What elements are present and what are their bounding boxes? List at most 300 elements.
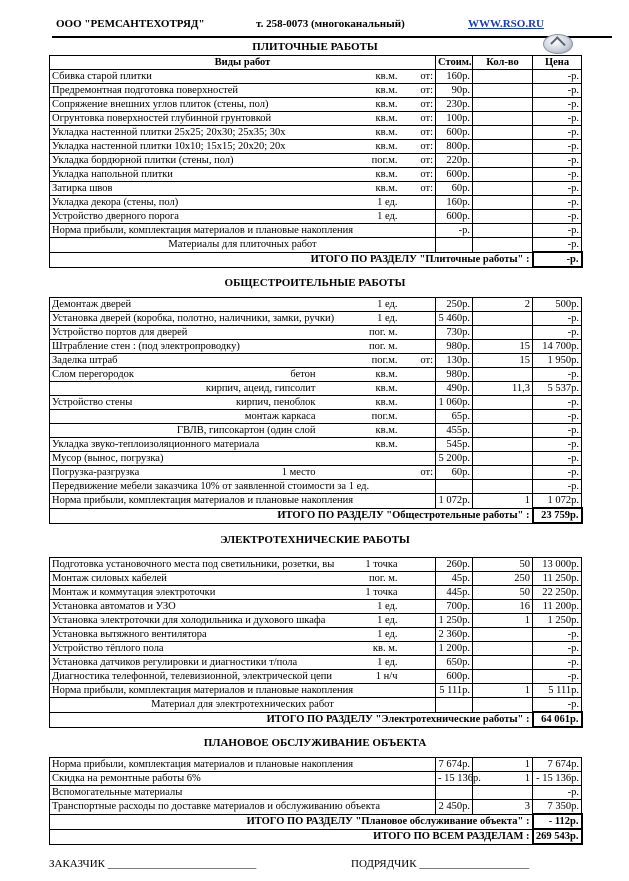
item-price: 160р. — [436, 70, 473, 84]
item-total: 1 950р. — [533, 354, 582, 368]
item-name — [50, 410, 318, 424]
item-total: -р. — [533, 210, 582, 224]
item-unit: кв.м. — [318, 112, 400, 126]
item-name — [50, 424, 318, 438]
table-row — [50, 98, 582, 112]
item-qty — [473, 326, 533, 340]
item-total: -р. — [533, 182, 582, 196]
item-prefix — [400, 656, 436, 670]
item-name: Огрунтовка поверхностей глубинной грунтовкой — [50, 112, 318, 126]
item-total: -р. — [533, 168, 582, 182]
item-total: -р. — [533, 452, 582, 466]
column-header-price: Стоим. — [436, 56, 473, 70]
table-row — [50, 368, 582, 382]
item-price: - 15 136р. — [436, 772, 473, 786]
item-qty — [473, 438, 533, 452]
item-price: 600р. — [436, 670, 473, 684]
company-website-link[interactable]: WWW.RSO.RU — [468, 18, 544, 30]
table-row — [50, 670, 582, 684]
item-unit: пог. м. — [318, 326, 400, 340]
item-total: -р. — [533, 410, 582, 424]
item-total: -р. — [533, 480, 582, 494]
item-subtype: кирпич, ацеид, гипсолит — [205, 383, 316, 394]
item-total: -р. — [533, 396, 582, 410]
item-price: 45р. — [436, 572, 473, 586]
section-total-label: ИТОГО ПО РАЗДЕЛУ "Электротехнические работы" : — [50, 712, 533, 727]
item-unit: пог. м. — [318, 340, 400, 354]
item-name: Вспомогательные материалы — [50, 786, 318, 800]
item-total: -р. — [533, 786, 582, 800]
materials-total: -р. — [533, 698, 582, 713]
item-name: Норма прибыли, комплектация материалов и плановые накопления — [50, 494, 318, 509]
item-unit: кв.м. — [318, 98, 400, 112]
item-unit: кв.м. — [318, 424, 400, 438]
item-prefix — [400, 684, 436, 698]
table-row — [50, 642, 582, 656]
table-row — [50, 154, 582, 168]
item-prefix — [400, 340, 436, 354]
item-price: 1 060р. — [436, 396, 473, 410]
item-name: Заделка штраб — [50, 354, 318, 368]
item-prefix — [400, 452, 436, 466]
item-unit: 1 точка — [318, 558, 400, 572]
item-total: -р. — [533, 368, 582, 382]
item-name: Сопряжение внешних углов плиток (стены, пол) — [50, 98, 318, 112]
item-total: - 15 136р. — [533, 772, 582, 786]
item-price: 65р. — [436, 410, 473, 424]
item-total: -р. — [533, 466, 582, 480]
item-qty — [473, 670, 533, 684]
item-prefix — [400, 670, 436, 684]
item-name: Устройство дверного порога — [50, 210, 318, 224]
item-name: Укладка настенной плитки 25х25; 20х30; 25х35; 30х — [50, 126, 318, 140]
item-price: 100р. — [436, 112, 473, 126]
materials-price — [436, 238, 473, 253]
tile-works-table — [49, 55, 583, 268]
item-prefix — [400, 628, 436, 642]
item-name: Установка электроточки для холодильника и духового шкафа — [50, 614, 318, 628]
item-prefix — [400, 312, 436, 326]
column-header-qty: Кол-во — [473, 56, 533, 70]
item-qty — [473, 642, 533, 656]
item-total: -р. — [533, 140, 582, 154]
section-total-value: 64 061р. — [533, 712, 582, 727]
item-subtype: кирпич, пеноблок — [235, 397, 316, 408]
item-unit — [318, 452, 400, 466]
item-qty: 15 — [473, 354, 533, 368]
item-qty: 250 — [473, 572, 533, 586]
item-unit: кв.м. — [318, 382, 400, 396]
item-price: 260р. — [436, 558, 473, 572]
item-qty — [473, 70, 533, 84]
service-table — [49, 757, 583, 845]
item-unit: кв.м. — [318, 70, 400, 84]
item-price: 545р. — [436, 438, 473, 452]
item-unit — [318, 786, 400, 800]
table-row — [50, 340, 582, 354]
item-qty — [473, 452, 533, 466]
item-total: 1 250р. — [533, 614, 582, 628]
item-price: 160р. — [436, 196, 473, 210]
item-name: Установка вытяжного вентилятора — [50, 628, 318, 642]
item-unit: 1 ед. — [318, 298, 400, 312]
item-prefix — [400, 326, 436, 340]
item-prefix: от: — [400, 466, 436, 480]
item-price: 5 460р. — [436, 312, 473, 326]
section-total — [50, 712, 582, 727]
item-prefix — [400, 642, 436, 656]
item-total: -р. — [533, 628, 582, 642]
item-qty — [473, 396, 533, 410]
item-qty: 1 — [473, 614, 533, 628]
section-total — [50, 252, 582, 267]
item-name: Штрабление стен : (под электропроводку) — [50, 340, 318, 354]
item-price: 1 200р. — [436, 642, 473, 656]
item-price: 250р. — [436, 298, 473, 312]
item-qty — [473, 466, 533, 480]
item-name: Норма прибыли, комплектация материалов и плановые накопления — [50, 224, 318, 238]
item-total: 13 000р. — [533, 558, 582, 572]
item-name: Мусор (вынос, погрузка) — [50, 452, 318, 466]
item-total: -р. — [533, 670, 582, 684]
item-name: Установка дверей (коробка, полотно, наличники, замки, ручки) — [50, 312, 318, 326]
item-qty — [473, 312, 533, 326]
item-total: -р. — [533, 70, 582, 84]
item-total: -р. — [533, 424, 582, 438]
table-row — [50, 298, 582, 312]
item-qty — [473, 210, 533, 224]
item-unit: 1 ед. — [318, 614, 400, 628]
item-total: -р. — [533, 112, 582, 126]
item-name: Предремонтная подготовка поверхностей — [50, 84, 318, 98]
materials-price — [436, 698, 473, 713]
table-row — [50, 466, 582, 480]
grand-total-value: 269 543р. — [533, 829, 582, 844]
item-price: 800р. — [436, 140, 473, 154]
item-prefix: от: — [400, 126, 436, 140]
item-qty — [473, 480, 533, 494]
item-name: Устройство портов для дверей — [50, 326, 318, 340]
item-name: Монтаж и коммутация электроточки — [50, 586, 318, 600]
item-price: 600р. — [436, 210, 473, 224]
item-name — [50, 396, 318, 410]
item-qty: 1 — [473, 684, 533, 698]
section-title-general: ОБЩЕСТРОИТЕЛЬНЫЕ РАБОТЫ — [224, 277, 406, 289]
item-qty: 2 — [473, 298, 533, 312]
section-total — [50, 508, 582, 523]
item-total: -р. — [533, 326, 582, 340]
item-prefix — [400, 772, 436, 786]
general-works-table — [49, 297, 583, 524]
materials-qty — [473, 698, 533, 713]
item-total: -р. — [533, 84, 582, 98]
item-qty: 50 — [473, 558, 533, 572]
item-unit: 1 ед. — [318, 656, 400, 670]
item-prefix — [400, 494, 436, 509]
item-unit: 1 ед. — [318, 628, 400, 642]
item-qty — [473, 368, 533, 382]
item-qty: 15 — [473, 340, 533, 354]
item-qty — [473, 112, 533, 126]
table-row — [50, 656, 582, 670]
table-row — [50, 168, 582, 182]
item-total: -р. — [533, 312, 582, 326]
item-prefix — [400, 572, 436, 586]
item-prefix — [400, 600, 436, 614]
materials-qty — [473, 238, 533, 253]
item-prefix — [400, 786, 436, 800]
column-header-name: Виды работ — [50, 56, 436, 70]
item-price: 2 360р. — [436, 628, 473, 642]
item-subtype: бетон — [290, 369, 316, 380]
item-total: -р. — [533, 656, 582, 670]
table-row — [50, 614, 582, 628]
materials-label: Материал для электротехнических работ — [50, 698, 436, 713]
item-prefix — [400, 382, 436, 396]
item-name: Установка автоматов и УЗО — [50, 600, 318, 614]
item-unit: пог. м. — [318, 572, 400, 586]
item-name: Подготовка установочного места под светильники, розетки, вы — [50, 558, 318, 572]
contractor-signature-line: ПОДРЯДЧИК ____________________ — [351, 858, 530, 870]
item-subtype: 1 место — [281, 467, 316, 478]
table-row — [50, 126, 582, 140]
item-total: 500р. — [533, 298, 582, 312]
item-total: -р. — [533, 154, 582, 168]
table-row — [50, 326, 582, 340]
item-qty — [473, 424, 533, 438]
table-row — [50, 70, 582, 84]
item-unit: кв.м. — [318, 140, 400, 154]
table-row — [50, 684, 582, 698]
item-unit: кв. м. — [318, 642, 400, 656]
item-qty — [473, 126, 533, 140]
item-unit: кв.м. — [318, 126, 400, 140]
item-price: 730р. — [436, 326, 473, 340]
item-unit: 1 ед. — [318, 196, 400, 210]
table-row — [50, 210, 582, 224]
item-name-text: Слом перегородок — [52, 369, 134, 380]
item-name — [50, 368, 318, 382]
item-total: 7 674р. — [533, 758, 582, 772]
table-row — [50, 396, 582, 410]
item-qty: 3 — [473, 800, 533, 815]
item-prefix — [400, 424, 436, 438]
item-total: 7 350р. — [533, 800, 582, 815]
table-row — [50, 558, 582, 572]
item-qty: 1 — [473, 772, 533, 786]
item-unit — [318, 772, 400, 786]
item-unit: 1 ед. — [318, 600, 400, 614]
item-price: 980р. — [436, 368, 473, 382]
item-price: 490р. — [436, 382, 473, 396]
table-row — [50, 772, 582, 786]
table-row — [50, 382, 582, 396]
item-unit: пог.м. — [318, 154, 400, 168]
item-prefix: от: — [400, 154, 436, 168]
item-prefix — [400, 758, 436, 772]
item-name: Укладка бордюрной плитки (стены, пол) — [50, 154, 318, 168]
item-name: Укладка настенной плитки 10х10; 15х15; 20х20; 20х — [50, 140, 318, 154]
item-price: 7 674р. — [436, 758, 473, 772]
column-header-total: Цена — [533, 56, 582, 70]
item-name: Транспортные расходы по доставке материалов и обслуживанию объекта — [50, 800, 318, 815]
item-prefix: от: — [400, 84, 436, 98]
item-name: Укладка декора (стены, пол) — [50, 196, 318, 210]
item-name: Монтаж силовых кабелей — [50, 572, 318, 586]
item-total: 5 537р. — [533, 382, 582, 396]
item-name-text: Устройство стены — [52, 397, 133, 408]
item-name: Скидка на ремонтные работы 6% — [50, 772, 318, 786]
item-total: 14 700р. — [533, 340, 582, 354]
item-total: 22 250р. — [533, 586, 582, 600]
item-total: -р. — [533, 126, 582, 140]
materials-row — [50, 238, 582, 253]
item-unit: кв.м. — [318, 368, 400, 382]
item-prefix — [400, 410, 436, 424]
item-qty — [473, 224, 533, 238]
item-prefix — [400, 210, 436, 224]
item-qty — [473, 84, 533, 98]
item-qty — [473, 628, 533, 642]
item-price: 1 072р. — [436, 494, 473, 509]
item-name: Затирка швов — [50, 182, 318, 196]
table-row — [50, 112, 582, 126]
electric-works-table — [49, 557, 583, 728]
item-price — [436, 480, 473, 494]
item-qty — [473, 168, 533, 182]
item-qty — [473, 656, 533, 670]
section-total-value: - 112р. — [533, 814, 582, 829]
item-total: 11 250р. — [533, 572, 582, 586]
item-price: 980р. — [436, 340, 473, 354]
item-prefix — [400, 480, 436, 494]
company-name: ООО "РЕМСАНТЕХОТРЯД" — [56, 18, 205, 30]
item-qty — [473, 154, 533, 168]
item-prefix: от: — [400, 168, 436, 182]
section-total-label: ИТОГО ПО РАЗДЕЛУ "Плановое обслуживание объекта" : — [50, 814, 533, 829]
item-qty — [473, 182, 533, 196]
item-unit: 1 ед. — [318, 312, 400, 326]
item-total: -р. — [533, 224, 582, 238]
item-price: 650р. — [436, 656, 473, 670]
item-name: Укладка напольной плитки — [50, 168, 318, 182]
item-name: Норма прибыли, комплектация материалов и плановые накопления — [50, 758, 318, 772]
table-row — [50, 494, 582, 509]
item-price: 700р. — [436, 600, 473, 614]
item-prefix — [400, 438, 436, 452]
item-total: -р. — [533, 438, 582, 452]
item-name: Устройство тёплого пола — [50, 642, 318, 656]
item-qty: 16 — [473, 600, 533, 614]
table-row — [50, 800, 582, 815]
item-qty: 1 — [473, 494, 533, 509]
item-price: 130р. — [436, 354, 473, 368]
item-unit — [318, 466, 400, 480]
section-title-electric: ЭЛЕКТРОТЕХНИЧЕСКИЕ РАБОТЫ — [220, 534, 410, 546]
item-unit: 1 н/ч — [318, 670, 400, 684]
item-prefix — [400, 368, 436, 382]
item-unit: 1 точка — [318, 586, 400, 600]
item-prefix — [400, 396, 436, 410]
item-price: 600р. — [436, 126, 473, 140]
section-total-label: ИТОГО ПО РАЗДЕЛУ "Общестротельные работы" : — [50, 508, 533, 523]
item-price: 5 200р. — [436, 452, 473, 466]
item-price: -р. — [436, 224, 473, 238]
table-row — [50, 480, 582, 494]
item-name: Сбивка старой плитки — [50, 70, 318, 84]
table-row — [50, 84, 582, 98]
section-title-service: ПЛАНОВОЕ ОБСЛУЖИВАНИЕ ОБЪЕКТА — [203, 737, 427, 749]
item-price: 60р. — [436, 182, 473, 196]
item-name: Диагностика телефонной, телевизионной, электрической цепи — [50, 670, 318, 684]
table-row — [50, 438, 582, 452]
item-name — [50, 382, 318, 396]
document-header — [52, 14, 612, 38]
table-row — [50, 354, 582, 368]
table-row — [50, 312, 582, 326]
item-name-text: Погрузка-разгрузка — [52, 467, 140, 478]
item-qty — [473, 196, 533, 210]
item-prefix — [400, 224, 436, 238]
item-name: Норма прибыли, комплектация материалов и плановые накопления — [50, 684, 318, 698]
item-name — [50, 466, 318, 480]
item-total: -р. — [533, 642, 582, 656]
section-title-tile: ПЛИТОЧНЫЕ РАБОТЫ — [252, 41, 378, 53]
item-price: 90р. — [436, 84, 473, 98]
table-row — [50, 140, 582, 154]
item-qty: 11,3 — [473, 382, 533, 396]
item-prefix: от: — [400, 140, 436, 154]
item-unit: кв.м. — [318, 396, 400, 410]
item-unit: кв.м. — [318, 168, 400, 182]
item-unit: пог.м. — [318, 354, 400, 368]
item-price: 220р. — [436, 154, 473, 168]
table-row — [50, 758, 582, 772]
section-total-label: ИТОГО ПО РАЗДЕЛУ "Плиточные работы" : — [50, 252, 533, 267]
item-prefix — [400, 558, 436, 572]
table-header-row — [50, 56, 582, 70]
item-total: -р. — [533, 98, 582, 112]
table-row — [50, 600, 582, 614]
item-unit: кв.м. — [318, 84, 400, 98]
item-price: 2 450р. — [436, 800, 473, 815]
item-total: -р. — [533, 196, 582, 210]
item-price: 230р. — [436, 98, 473, 112]
item-qty — [473, 786, 533, 800]
item-qty — [473, 410, 533, 424]
section-total-value: -р. — [533, 252, 582, 267]
section-total — [50, 814, 582, 829]
company-phone: т. 258-0073 (многоканальный) — [256, 18, 405, 30]
table-row — [50, 182, 582, 196]
materials-row — [50, 698, 582, 713]
item-name: Демонтаж дверей — [50, 298, 318, 312]
item-price: 60р. — [436, 466, 473, 480]
item-prefix — [400, 586, 436, 600]
item-prefix: от: — [400, 182, 436, 196]
item-qty — [473, 98, 533, 112]
item-prefix: от: — [400, 98, 436, 112]
item-price — [436, 786, 473, 800]
materials-label: Материалы для плиточных работ — [50, 238, 436, 253]
item-prefix: от: — [400, 112, 436, 126]
item-prefix — [400, 298, 436, 312]
table-row — [50, 196, 582, 210]
item-subtype: монтаж каркаса — [244, 411, 316, 422]
materials-total: -р. — [533, 238, 582, 253]
item-price: 600р. — [436, 168, 473, 182]
item-unit: 1 ед. — [318, 210, 400, 224]
